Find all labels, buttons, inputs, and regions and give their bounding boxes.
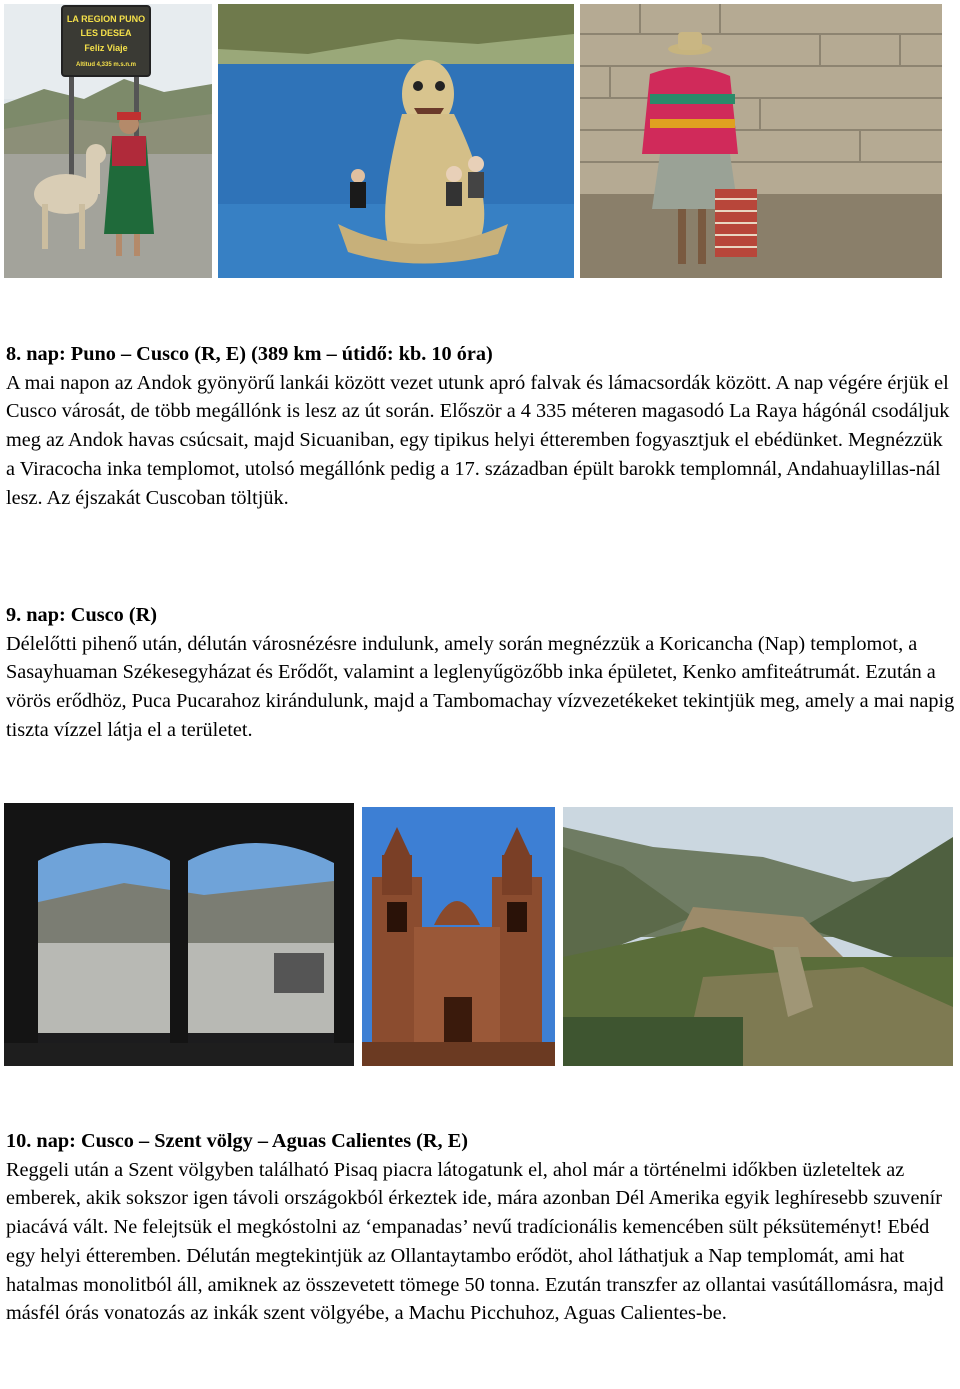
- cusco-plaza-arches-photo: [4, 803, 354, 1066]
- day10-title: 10. nap: Cusco – Szent völgy – Aguas Calientes (R, E): [6, 1130, 468, 1152]
- sacred-valley-photo: [563, 807, 953, 1066]
- sign-line-4: Altitud 4,335 m.s.n.m: [75, 62, 137, 68]
- day8-body: A mai napon az Andok gyönyörű lankái között vezet utunk apró falvak és lámacsordák között. A nap végére érjük el Cusco városát, de több megállónk is lesz az út során. Először a 4 335 méteren magasodó La Raya hágónál csodáljuk meg az Andok havas csúcsait, majd Sicuaniban, egy tipikus helyi étteremben fogyasztjuk el ebédünket. Megnézzük a Viracocha inka templomot, utolsó megállónk pedig a 17. században épült barokk templomnál, Andahuaylillas-nál lesz. Az éjszakát Cuscoban töltjük.: [6, 371, 950, 509]
- totora-boat-photo: [218, 4, 574, 278]
- andean-woman-photo: [580, 4, 942, 278]
- sign-line-2: LES DESEA: [80, 28, 132, 38]
- day9-body: Délelőtti pihenő után, délután városnézésre indulunk, amely során megnézzük a Koricancha (Nap) templomot, a Sasayhuaman Székesegyházat és Erődőt, valamint a leglenyűgözőbb inka épületet, Kenko amfiteátrumát. Ezután a vörös erődhöz, Puca Pucarahoz kirándulunk, majd a Tambomachay vízvezetékeket tekintjük meg, amely a mai napig tiszta vízzel látja el a területet.: [6, 632, 955, 741]
- day10-body: Reggeli után a Szent völgyben található Pisaq piacra látogatunk el, ahol már a történelmi időkben üzleteltek az emberek, akik sokszor igen távoli országokból érkeztek ide, mára azonban Dél Amerika egyik leghíresebb szuvenír piacává vált. Ne felejtsük el megkóstolni az ‘empanadas’ nevű tradícionális kemencében sült péksüteményt! Ebéd egy helyi étteremben. Délután megtekintjük az Ollantaytambo erődöt, ahol láthatjuk a Nap templomát, ami hat hatalmas monolitból áll, amiknek az összevetett tömege 50 tonna. Ezután transzfer az ollantai vasútállomásra, majd másfél órás vonatozás az inkák szent völgyébe, a Machu Picchuhoz, Aguas Calientes-be.: [6, 1158, 944, 1325]
- cusco-cathedral-photo: [362, 807, 555, 1066]
- day8-title: 8. nap: Puno – Cusco (R, E) (389 km – útidő: kb. 10 óra): [6, 343, 493, 365]
- puno-sign-photo: [4, 4, 212, 278]
- day8-section: [6, 340, 956, 512]
- day10-section: [6, 1127, 956, 1328]
- sign-line-1: LA REGION PUNO: [66, 14, 146, 24]
- day9-title: 9. nap: Cusco (R): [6, 604, 157, 626]
- day9-section: [6, 601, 956, 745]
- sign-line-3: Feliz Viaje: [84, 43, 128, 53]
